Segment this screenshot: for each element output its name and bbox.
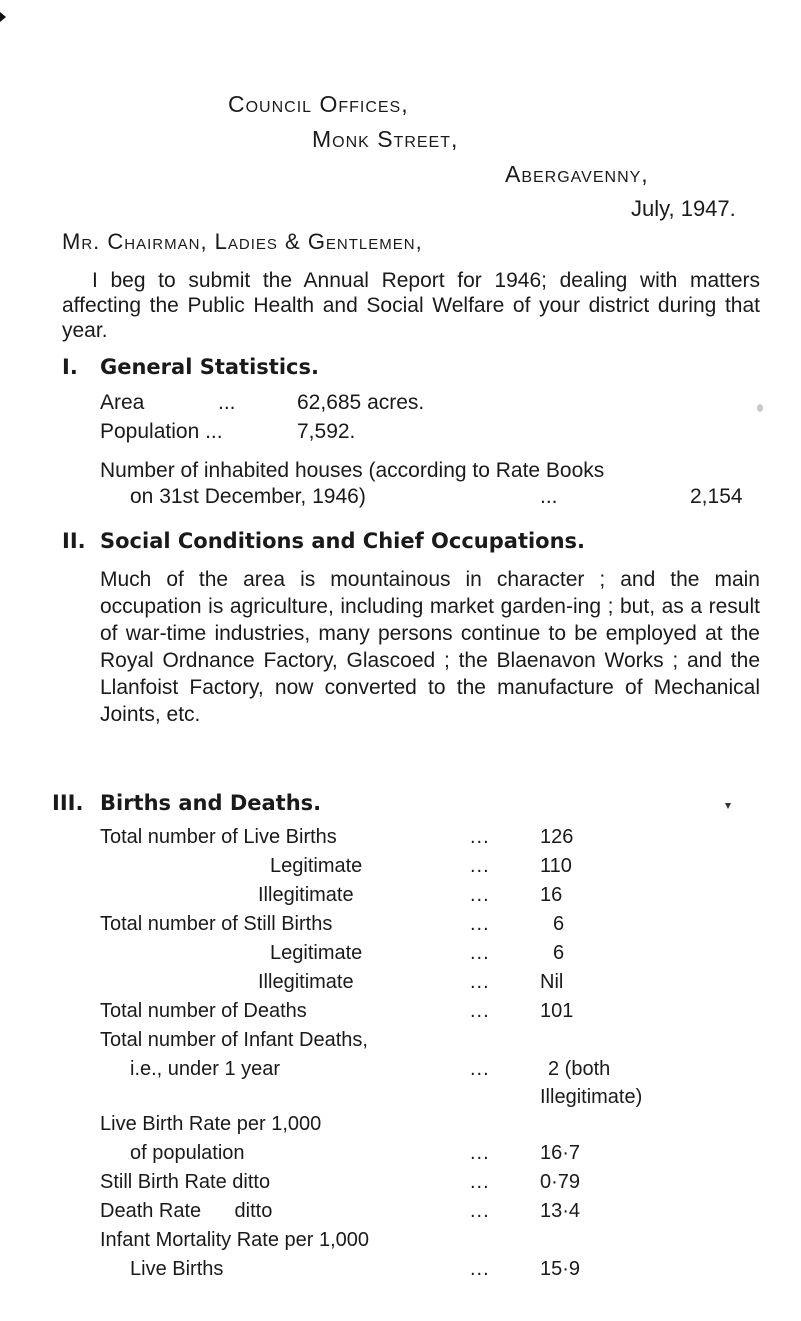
row-infant-under1-dots: ... — [470, 1058, 490, 1080]
row-still-birth-rate-value: 0·79 — [540, 1171, 581, 1193]
row-infant-under1-value: 2 (both — [548, 1058, 611, 1080]
section-3-heading — [52, 791, 321, 815]
row-still-birth-rate-dots: ... — [470, 1171, 490, 1193]
address-line-1: Council Offices, — [228, 91, 409, 117]
address-town: Abergavenny, — [505, 161, 649, 187]
row-still-births-dots: ... — [470, 913, 490, 935]
section-2-number: II. — [62, 529, 86, 553]
row-deaths-value: 101 — [540, 1000, 574, 1022]
row-still-legit-dots: ... — [470, 942, 490, 964]
row-live-illegit-label: Illegitimate — [258, 884, 354, 906]
row-infant-deaths-label: Total number of Infant Deaths, — [100, 1029, 368, 1051]
scan-edge-mark — [0, 12, 6, 22]
row-deaths-dots: ... — [470, 1000, 490, 1022]
row-infant-mortality-sub: Live Births — [130, 1258, 224, 1280]
row-infant-under1-label: i.e., under 1 year — [130, 1058, 281, 1080]
row-deaths-label: Total number of Deaths — [100, 1000, 307, 1022]
row-live-legit-value: 110 — [540, 855, 572, 877]
houses-line-1: Number of inhabited houses (according to Rate Books — [100, 459, 605, 482]
row-live-birth-rate-value: 16·7 — [540, 1142, 581, 1164]
row-still-legit-value: 6 — [553, 942, 565, 964]
row-live-births-value: 126 — [540, 826, 574, 848]
section-1-title: General Statistics. — [100, 355, 319, 379]
row-live-birth-rate-label: Live Birth Rate per 1,000 — [100, 1113, 322, 1135]
row-live-births-label: Total number of Live Births — [100, 826, 337, 848]
letter-date: July, 1947. — [631, 196, 736, 221]
salutation: Mr. Chairman, Ladies & Gentlemen, — [62, 229, 423, 254]
section-1-number: I. — [62, 355, 78, 379]
section-3-number: III. — [52, 791, 84, 815]
section-2-paragraph: Much of the area is mountainous in character ; and the main occupation is agriculture, including market garden-ing ; but, as a result of war-time industries, many persons continue to be employed at the Royal Ordnance Factory, Glascoed ; the Blaenavon Works ; and the Llanfoist Factory, now converted to the manufacture of Mechanical Joints, etc. — [100, 568, 760, 726]
row-still-births-label: Total number of Still Births — [100, 913, 333, 935]
row-infant-mortality-value: 15·9 — [540, 1258, 581, 1280]
row-live-legit-label: Legitimate — [270, 855, 363, 877]
row-infant-under1-note: Illegitimate) — [540, 1086, 643, 1108]
scan-mark — [725, 803, 731, 809]
population-label: Population ... — [100, 420, 223, 443]
row-still-legit-label: Legitimate — [270, 942, 363, 964]
row-still-illegit-value: Nil — [540, 971, 564, 993]
row-live-birth-rate-sub: of population — [130, 1142, 245, 1164]
row-death-rate-label: Death Rate ditto — [100, 1200, 273, 1222]
row-death-rate-dots: ... — [470, 1200, 490, 1222]
row-death-rate-value: 13·4 — [540, 1200, 581, 1222]
area-value: 62,685 acres. — [297, 391, 425, 414]
row-still-illegit-label: Illegitimate — [258, 971, 354, 993]
row-still-birth-rate-label: Still Birth Rate ditto — [100, 1171, 271, 1193]
intro-paragraph: I beg to submit the Annual Report for 1946; dealing with matters affecting the Public Health and Social Welfare of your district during that year. — [62, 269, 760, 342]
row-live-illegit-dots: ... — [470, 884, 490, 906]
row-live-births-dots: ... — [470, 826, 490, 848]
population-value: 7,592. — [297, 420, 356, 443]
row-live-legit-dots: ... — [470, 855, 490, 877]
section-3-title: Births and Deaths. — [100, 791, 322, 815]
row-live-illegit-value: 16 — [540, 884, 563, 906]
row-still-births-value: 6 — [553, 913, 565, 935]
row-live-birth-rate-dots: ... — [470, 1142, 490, 1164]
area-label: Area — [100, 391, 145, 414]
section-2-heading — [62, 529, 585, 553]
houses-value: 2,154 — [690, 485, 743, 508]
houses-line-2: on 31st December, 1946) — [130, 485, 366, 508]
row-infant-mortality-label: Infant Mortality Rate per 1,000 — [100, 1229, 370, 1251]
address-line-2: Monk Street, — [312, 126, 459, 152]
row-still-illegit-dots: ... — [470, 971, 490, 993]
section-1-heading — [62, 355, 319, 379]
houses-dots: ... — [540, 485, 558, 508]
section-2-title: Social Conditions and Chief Occupations. — [100, 529, 586, 553]
area-dots: ... — [218, 391, 236, 414]
row-infant-mortality-dots: ... — [470, 1258, 490, 1280]
scan-speck — [757, 404, 763, 412]
